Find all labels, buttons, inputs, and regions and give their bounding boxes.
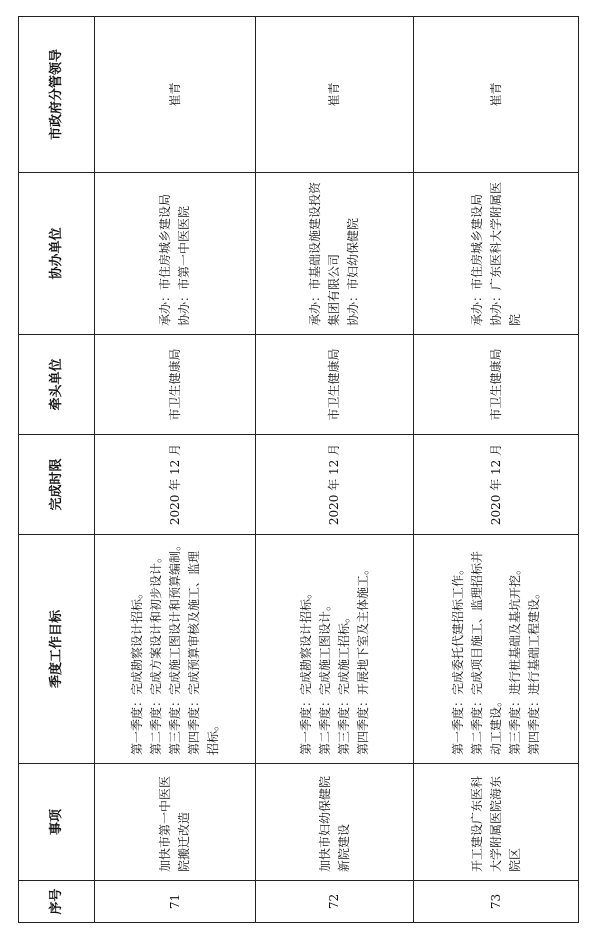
header-lead: 牵头单位 [19,335,95,435]
row-deadline: 2020 年 12 月 [414,435,579,535]
work-plan-table [18,16,579,923]
row-seq: 71 [95,881,256,923]
goal-q1: 第一季度：完成勘察设计招标。 [129,586,144,755]
goal-q2: 第二季度：完成方案设计和初步设计。 [148,550,163,755]
table-row [256,17,414,923]
row-leader: 崔青 [414,17,579,173]
row-goals [256,535,414,764]
row-leader: 崔青 [256,17,414,173]
goal-q2: 第二季度：完成施工图设计。 [317,598,332,755]
row-lead: 市卫生健康局 [414,335,579,435]
row-assist: 承办：市基础设施建设投资集团有限公司 协办：市妇幼保健院 [256,173,414,335]
row-seq: 72 [256,881,414,923]
header-seq: 序号 [19,881,95,923]
row-lead: 市卫生健康局 [256,335,414,435]
header-row [19,17,95,923]
goal-q3: 第三季度：进行桩基础及基坑开挖。 [507,562,522,755]
row-item: 加快市妇幼保健院新院建设 [256,764,414,881]
row-deadline: 2020 年 12 月 [95,435,256,535]
row-goals [414,535,579,764]
goal-q4: 第四季度：开展地下室及主体施工。 [355,562,370,755]
row-assist: 承办：市住房城乡建设局 协办：广东医科大学附属医院 [414,173,579,335]
row-assist: 承办：市住房城乡建设局 协办：市第一中医医院 [95,173,256,335]
goal-q2: 第二季度：完成项目施工、监理招标并动工建设。 [469,550,503,755]
row-item: 加快市第一中医医院搬迁改造 [95,764,256,881]
header-goal: 季度工作目标 [19,535,95,764]
header-leader: 市政府分管领导 [19,17,95,173]
header-deadline: 完成时限 [19,435,95,535]
goal-q1: 第一季度：完成委托代建招标工作。 [450,562,465,755]
goal-q1: 第一季度：完成勘察设计招标。 [298,586,313,755]
header-assist: 协办单位 [19,173,95,335]
row-item: 开工建设广东医科大学附属医院海东院区 [414,764,579,881]
goal-q4: 第四季度：进行基础工程建设。 [526,586,541,755]
goal-q3: 第三季度：完成施工图设计和预算编制。 [167,538,182,755]
row-deadline: 2020 年 12 月 [256,435,414,535]
row-lead: 市卫生健康局 [95,335,256,435]
header-item: 事项 [19,764,95,881]
goal-q3: 第三季度：完成施工招标。 [336,610,351,755]
goal-q4: 第四季度：完成预算审核及施工、监理招标。 [186,550,220,755]
row-seq: 73 [414,881,579,923]
row-goals [95,535,256,764]
table-row [414,17,579,923]
table-row [95,17,256,923]
row-leader: 崔青 [95,17,256,173]
